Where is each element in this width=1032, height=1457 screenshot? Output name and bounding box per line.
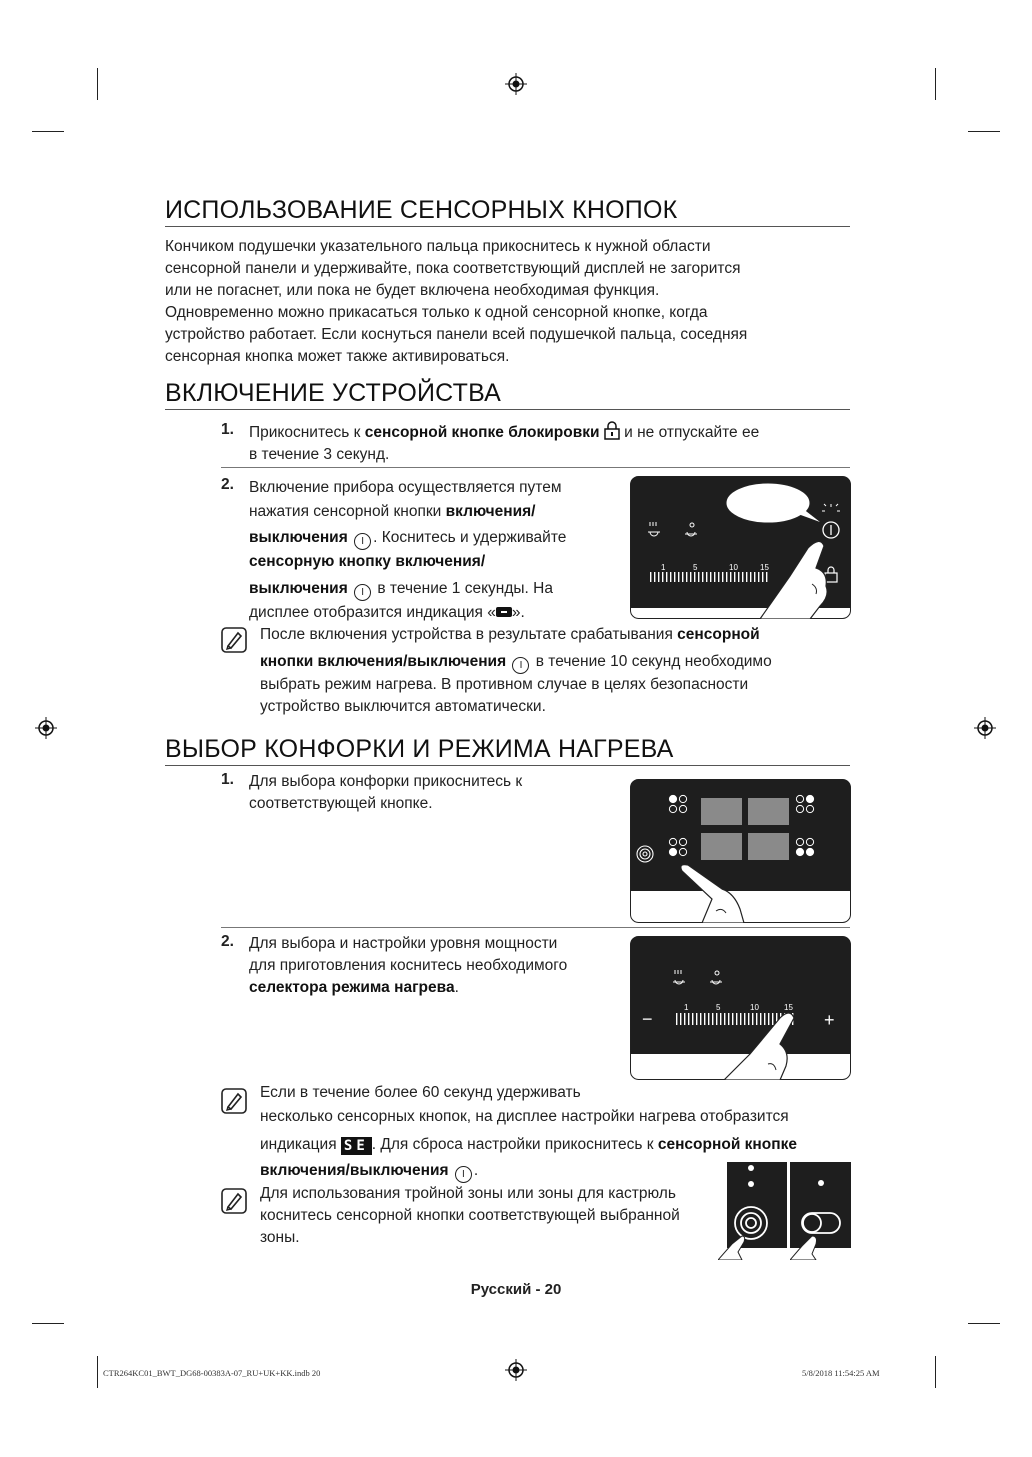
level-bar [726,572,727,582]
level-bar [680,1013,681,1025]
level-bar [654,572,655,582]
zone-step-2: Для выбора и настройки уровня мощности для приготовления коснитесь необходимого селектора режима нагрева. [249,935,568,996]
level-bar [728,1013,729,1025]
crop-mark [97,68,98,100]
paragraph-line: устройство работает. Если коснуться панели всей подушечкой пальца, соседняя [165,326,748,343]
crop-mark [935,1356,936,1388]
section-title-power: ВКЛЮЧЕНИЕ УСТРОЙСТВА [165,379,850,410]
crop-mark [935,68,936,100]
zone-dot [669,848,676,855]
power-note: После включения устройства в результате срабатывания сенсорной кнопки включения/выключения I в течение 10 секунд необходимо выбрать режим нагрева. В противном случае в целях безопасности устройство выключится автоматически. [260,626,772,715]
power-icon: I [354,533,371,550]
zone-display [748,833,789,860]
tick-label: 15 [784,1003,793,1012]
power-panel-illustration [630,476,851,619]
level-bar [670,572,671,582]
level-bar [678,572,679,582]
note-icon [221,1088,247,1114]
level-bar [750,572,751,582]
zone-panel-illustration [630,779,851,923]
level-bar [682,572,683,582]
power-step-1: Прикоснитесь к сенсорной кнопке блокировки и не отпускайте ее в течение 3 секунд. [249,421,849,466]
paragraph-line: или не погаснет, или пока не будет включена необходимая функция. [165,282,660,299]
level-bar [698,572,699,582]
power-icon: I [512,657,529,674]
level-bar [744,1013,745,1025]
level-bar [688,1013,689,1025]
step-number: 2. [221,933,234,950]
level-bar [700,1013,701,1025]
level-bar [748,1013,749,1025]
level-bar [696,1013,697,1025]
level-bar [758,572,759,582]
level-bar [718,572,719,582]
level-bar [752,1013,753,1025]
level-bar [754,572,755,582]
level-bar [708,1013,709,1025]
level-bar [764,1013,765,1025]
error-code-display: SE [341,1137,372,1155]
zone-dot [806,795,813,802]
level-bar [714,572,715,582]
zone-display [748,798,789,825]
minus-icon: − [642,1009,653,1029]
zone-display [701,833,742,860]
section-title-touch: ИСПОЛЬЗОВАНИЕ СЕНСОРНЫХ КНОПОК [165,196,850,227]
level-bar [760,1013,761,1025]
footer-date: 5/8/2018 11:54:25 AM [802,1368,880,1378]
level-bar [690,572,691,582]
level-bar [658,572,659,582]
divider [221,467,850,468]
registration-mark-icon [505,1359,527,1381]
pan-zone-illustration [790,1162,852,1260]
level-bar [676,1013,677,1025]
zone-step-1: Для выбора конфорки прикоснитесь к соответствующей кнопке. [249,773,523,812]
zone-dot [796,848,803,855]
level-bar [766,572,767,582]
level-bar [684,1013,685,1025]
note-icon [221,627,247,653]
step-number: 2. [221,476,234,493]
level-bar [732,1013,733,1025]
zone-dot [669,795,676,802]
section-title-zone: ВЫБОР КОНФОРКИ И РЕЖИМА НАГРЕВА [165,735,850,766]
dash-display-icon [496,607,512,617]
crop-mark [968,131,1000,132]
lock-icon [604,421,620,440]
crop-mark [32,1323,64,1324]
triple-zone-illustration [718,1162,788,1260]
level-bar [666,572,667,582]
tick-label: 15 [760,563,769,572]
crop-mark [968,1323,1000,1324]
level-bar [742,572,743,582]
level-bar [722,572,723,582]
level-bar [710,572,711,582]
level-bar [650,572,651,582]
tick-label: 5 [716,1003,721,1012]
level-bar [756,1013,757,1025]
power-icon: I [354,584,371,601]
level-bar [694,572,695,582]
tick-label: 10 [750,1003,759,1012]
error-note: Если в течение более 60 секунд удерживать несколько сенсорных кнопок, на дисплее настройки нагрева отобразится индикация SE . Для сброса настройки прикоснитесь к сенсорной кнопке включения/выключения I . [260,1081,860,1183]
level-bar [762,572,763,582]
plus-icon: + [824,1010,835,1030]
zone-dot [806,848,813,855]
level-bar [746,572,747,582]
touch-paragraph [165,236,855,368]
level-bar [720,1013,721,1025]
slider-panel-illustration [630,936,851,1080]
paragraph-line: сенсорной панели и удерживайте, пока соответствующий дисплей не загорится [165,260,741,277]
level-bar [674,572,675,582]
paragraph-line: Кончиком подушечки указательного пальца прикоснитесь к нужной области [165,238,711,255]
level-bar [724,1013,725,1025]
divider [221,927,850,928]
level-bar [740,1013,741,1025]
level-bar [692,1013,693,1025]
level-bar [736,1013,737,1025]
crop-mark [97,1356,98,1388]
level-bar [704,1013,705,1025]
level-bar [702,572,703,582]
power-icon: I [455,1166,472,1183]
power-step-2: Включение прибора осуществляется путем нажатия сенсорной кнопки включения/ выключения I . Коснитесь и удерживайте сенсорную кнопку включения/ выключения I в течение 1 секунды. На дисплее отобразится индикация « ». [249,479,567,621]
registration-mark-icon [35,717,57,739]
zone-note: Для использования тройной зоны или зоны для кастрюль коснитесь сенсорной кнопки соответствующей выбранной зоны. [260,1185,680,1246]
level-bar [772,1013,773,1025]
tick-label: 1 [661,563,666,572]
tick-label: 1 [684,1003,689,1012]
level-bar [734,572,735,582]
level-bar [706,572,707,582]
level-bar [730,572,731,582]
paragraph-line: Одновременно можно прикасаться только к одной сенсорной кнопке, когда [165,304,708,321]
level-bar [768,1013,769,1025]
level-bar [738,572,739,582]
registration-mark-icon [974,717,996,739]
paragraph-line: сенсорная кнопка может также активироваться. [165,348,510,365]
footer-file: CTR264KC01_BWT_DG68-00383A-07_RU+UK+KK.indb 20 [103,1368,321,1378]
step-number: 1. [221,771,234,788]
registration-mark-icon [505,73,527,95]
note-icon [221,1188,247,1214]
page-number: Русский - 20 [470,1281,562,1298]
level-bar [662,572,663,582]
level-bar [686,572,687,582]
tick-label: 10 [729,563,738,572]
tick-label: 5 [693,563,698,572]
step-number: 1. [221,421,234,438]
zone-display [701,798,742,825]
level-bar [712,1013,713,1025]
crop-mark [32,131,64,132]
level-bar [716,1013,717,1025]
